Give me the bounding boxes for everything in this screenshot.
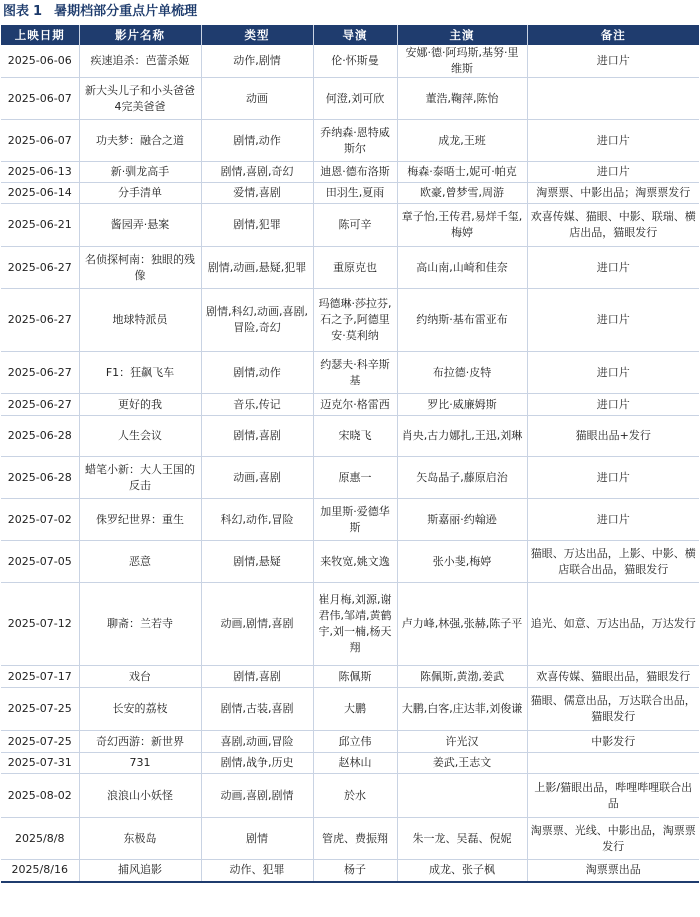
cell-director: 重原克也 (313, 247, 397, 289)
cell-film-title: 疾速追杀：芭蕾杀姬 (79, 45, 201, 78)
header-film-title: 影片名称 (79, 25, 201, 45)
cell-director: 陈佩斯 (313, 666, 397, 688)
cell-release-date: 2025/8/8 (1, 818, 79, 860)
cell-genre: 剧情,动作 (201, 120, 313, 162)
table-row (1, 583, 699, 666)
cell-note: 淘票票出品 (527, 860, 699, 882)
cell-cast: 肖央,古力娜扎,王迅,刘琳 (397, 416, 527, 457)
cell-cast: 张小斐,梅婷 (397, 541, 527, 583)
header-release-date: 上映日期 (1, 25, 79, 45)
table-row (1, 753, 699, 774)
cell-release-date: 2025-06-07 (1, 120, 79, 162)
cell-film-title: F1：狂飙飞车 (79, 352, 201, 394)
cell-director: 乔纳森·恩特威斯尔 (313, 120, 397, 162)
cell-director: 宋晓飞 (313, 416, 397, 457)
cell-cast: 成龙、张子枫 (397, 860, 527, 882)
cell-note: 进口片 (527, 247, 699, 289)
cell-film-title: 捕风追影 (79, 860, 201, 882)
cell-film-title: 新大头儿子和小头爸爸4完美爸爸 (79, 78, 201, 120)
cell-release-date: 2025-06-27 (1, 247, 79, 289)
cell-film-title: 浪浪山小妖怪 (79, 774, 201, 818)
cell-note: 追光、如意、万达出品，万达发行 (527, 583, 699, 666)
table-body (1, 45, 699, 882)
cell-director: 来牧宽,姚文逸 (313, 541, 397, 583)
cell-film-title: 侏罗纪世界：重生 (79, 499, 201, 541)
table-row (1, 247, 699, 289)
header-note: 备注 (527, 25, 699, 45)
cell-cast: 罗比·威廉姆斯 (397, 394, 527, 416)
cell-note: 猫眼出品+发行 (527, 416, 699, 457)
cell-release-date: 2025-07-25 (1, 688, 79, 731)
cell-cast (397, 774, 527, 818)
cell-release-date: 2025-07-02 (1, 499, 79, 541)
cell-release-date: 2025-07-31 (1, 753, 79, 774)
cell-release-date: 2025-06-21 (1, 204, 79, 247)
cell-release-date: 2025-07-12 (1, 583, 79, 666)
cell-note: 淘票票、光线、中影出品，淘票票发行 (527, 818, 699, 860)
cell-genre: 爱情,喜剧 (201, 183, 313, 204)
cell-release-date: 2025-06-28 (1, 416, 79, 457)
table-row (1, 183, 699, 204)
cell-genre: 科幻,动作,冒险 (201, 499, 313, 541)
cell-genre: 动画,剧情,喜剧 (201, 583, 313, 666)
cell-director: 迈克尔·格雷西 (313, 394, 397, 416)
cell-cast: 许光汉 (397, 731, 527, 753)
film-schedule-table (1, 25, 699, 883)
table-row (1, 289, 699, 352)
table-row (1, 457, 699, 499)
cell-cast: 卢力峰,林强,张赫,陈子平 (397, 583, 527, 666)
cell-cast: 安娜·德·阿玛斯,基努·里维斯 (397, 45, 527, 78)
cell-release-date: 2025-06-27 (1, 394, 79, 416)
cell-director: 迪恩·德布洛斯 (313, 162, 397, 183)
cell-film-title: 奇幻西游：新世界 (79, 731, 201, 753)
cell-director: 大鹏 (313, 688, 397, 731)
cell-cast: 欧豪,曾梦雪,周游 (397, 183, 527, 204)
table-row (1, 204, 699, 247)
table-row (1, 162, 699, 183)
cell-note: 进口片 (527, 289, 699, 352)
table-row (1, 731, 699, 753)
cell-genre: 剧情,科幻,动画,喜剧,冒险,奇幻 (201, 289, 313, 352)
cell-cast: 大鹏,白客,庄达菲,刘俊谦 (397, 688, 527, 731)
cell-cast: 董浩,鞠萍,陈怡 (397, 78, 527, 120)
cell-cast: 梅森·泰晤士,妮可·帕克 (397, 162, 527, 183)
figure-label: 图表 (3, 4, 30, 19)
table-row (1, 45, 699, 78)
table-header-row (1, 25, 699, 45)
cell-cast: 高山南,山崎和佳奈 (397, 247, 527, 289)
cell-release-date: 2025-06-07 (1, 78, 79, 120)
cell-film-title: 分手清单 (79, 183, 201, 204)
cell-cast: 矢岛晶子,藤原启治 (397, 457, 527, 499)
cell-cast: 陈佩斯,黄渤,姜武 (397, 666, 527, 688)
cell-note (527, 753, 699, 774)
cell-film-title: 人生会议 (79, 416, 201, 457)
cell-genre: 剧情,古装,喜剧 (201, 688, 313, 731)
cell-director: 管虎、费振翔 (313, 818, 397, 860)
table-row (1, 541, 699, 583)
cell-cast: 约纳斯·基布雷亚布 (397, 289, 527, 352)
cell-film-title: 731 (79, 753, 201, 774)
cell-note (527, 78, 699, 120)
header-director: 导演 (313, 25, 397, 45)
cell-genre: 动画 (201, 78, 313, 120)
cell-note: 进口片 (527, 352, 699, 394)
table-row (1, 416, 699, 457)
cell-release-date: 2025-06-06 (1, 45, 79, 78)
cell-genre: 剧情 (201, 818, 313, 860)
figure-title (3, 2, 197, 22)
cell-genre: 剧情,犯罪 (201, 204, 313, 247)
cell-note: 进口片 (527, 120, 699, 162)
cell-release-date: 2025-06-27 (1, 352, 79, 394)
table-row (1, 688, 699, 731)
table-row (1, 499, 699, 541)
cell-director: 田羽生,夏雨 (313, 183, 397, 204)
cell-director: 杨子 (313, 860, 397, 882)
cell-genre: 剧情,悬疑 (201, 541, 313, 583)
cell-genre: 动作,剧情 (201, 45, 313, 78)
cell-genre: 动作、犯罪 (201, 860, 313, 882)
cell-note: 进口片 (527, 45, 699, 78)
cell-genre: 动画,喜剧 (201, 457, 313, 499)
table-row (1, 774, 699, 818)
cell-film-title: 聊斋：兰若寺 (79, 583, 201, 666)
cell-note: 猫眼、儒意出品，万达联合出品，猫眼发行 (527, 688, 699, 731)
cell-director: 原惠一 (313, 457, 397, 499)
cell-film-title: 戏台 (79, 666, 201, 688)
table-row (1, 352, 699, 394)
cell-genre: 剧情,动画,悬疑,犯罪 (201, 247, 313, 289)
cell-cast: 布拉德·皮特 (397, 352, 527, 394)
cell-cast: 章子怡,王传君,易烊千玺,梅婷 (397, 204, 527, 247)
cell-release-date: 2025-07-17 (1, 666, 79, 688)
cell-genre: 喜剧,动画,冒险 (201, 731, 313, 753)
header-genre: 类型 (201, 25, 313, 45)
cell-genre: 剧情,动作 (201, 352, 313, 394)
cell-film-title: 地球特派员 (79, 289, 201, 352)
cell-film-title: 恶意 (79, 541, 201, 583)
cell-director: 何澄,刘可欣 (313, 78, 397, 120)
cell-film-title: 蜡笔小新：大人王国的反击 (79, 457, 201, 499)
cell-note: 进口片 (527, 499, 699, 541)
cell-director: 加里斯·爱德华斯 (313, 499, 397, 541)
cell-director: 於水 (313, 774, 397, 818)
cell-film-title: 功夫梦：融合之道 (79, 120, 201, 162)
table-row (1, 78, 699, 120)
cell-note: 进口片 (527, 162, 699, 183)
cell-genre: 音乐,传记 (201, 394, 313, 416)
cell-director: 玛德琳·莎拉芬,石之予,阿德里安·莫利纳 (313, 289, 397, 352)
cell-note: 欢喜传媒、猫眼、中影、联瑞、横店出品，猫眼发行 (527, 204, 699, 247)
cell-director: 陈可辛 (313, 204, 397, 247)
cell-film-title: 东极岛 (79, 818, 201, 860)
cell-note: 欢喜传媒、猫眼出品，猫眼发行 (527, 666, 699, 688)
figure-title-text: 暑期档部分重点片单梳理 (54, 4, 198, 19)
cell-note: 上影/猫眼出品，哔哩哔哩联合出品 (527, 774, 699, 818)
cell-film-title: 新·驯龙高手 (79, 162, 201, 183)
cell-note: 猫眼、万达出品，上影、中影、横店联合出品，猫眼发行 (527, 541, 699, 583)
cell-release-date: 2025/8/16 (1, 860, 79, 882)
cell-genre: 剧情,喜剧 (201, 416, 313, 457)
cell-note: 进口片 (527, 457, 699, 499)
header-cast: 主演 (397, 25, 527, 45)
table-row (1, 394, 699, 416)
cell-film-title: 长安的荔枝 (79, 688, 201, 731)
cell-film-title: 酱园弄·悬案 (79, 204, 201, 247)
cell-director: 赵林山 (313, 753, 397, 774)
cell-note: 淘票票、中影出品；淘票票发行 (527, 183, 699, 204)
cell-genre: 动画,喜剧,剧情 (201, 774, 313, 818)
cell-release-date: 2025-08-02 (1, 774, 79, 818)
cell-film-title: 名侦探柯南：独眼的残像 (79, 247, 201, 289)
table-row (1, 860, 699, 882)
cell-note: 中影发行 (527, 731, 699, 753)
table-row (1, 120, 699, 162)
cell-genre: 剧情,喜剧,奇幻 (201, 162, 313, 183)
cell-release-date: 2025-07-25 (1, 731, 79, 753)
table-row (1, 666, 699, 688)
cell-cast: 斯嘉丽·约翰逊 (397, 499, 527, 541)
cell-director: 邱立伟 (313, 731, 397, 753)
table-row (1, 818, 699, 860)
cell-release-date: 2025-06-28 (1, 457, 79, 499)
cell-director: 约瑟夫·科辛斯基 (313, 352, 397, 394)
cell-release-date: 2025-06-27 (1, 289, 79, 352)
cell-genre: 剧情,战争,历史 (201, 753, 313, 774)
cell-cast: 成龙,王班 (397, 120, 527, 162)
cell-release-date: 2025-06-14 (1, 183, 79, 204)
cell-director: 崔月梅,刘源,谢君伟,邹靖,黄鹤宇,刘一楠,杨天翔 (313, 583, 397, 666)
figure-number: 1 (33, 4, 43, 19)
cell-director: 伦·怀斯曼 (313, 45, 397, 78)
cell-release-date: 2025-07-05 (1, 541, 79, 583)
cell-cast: 姜武,王志文 (397, 753, 527, 774)
cell-release-date: 2025-06-13 (1, 162, 79, 183)
cell-film-title: 更好的我 (79, 394, 201, 416)
cell-note: 进口片 (527, 394, 699, 416)
cell-genre: 剧情,喜剧 (201, 666, 313, 688)
cell-cast: 朱一龙、吴磊、倪妮 (397, 818, 527, 860)
